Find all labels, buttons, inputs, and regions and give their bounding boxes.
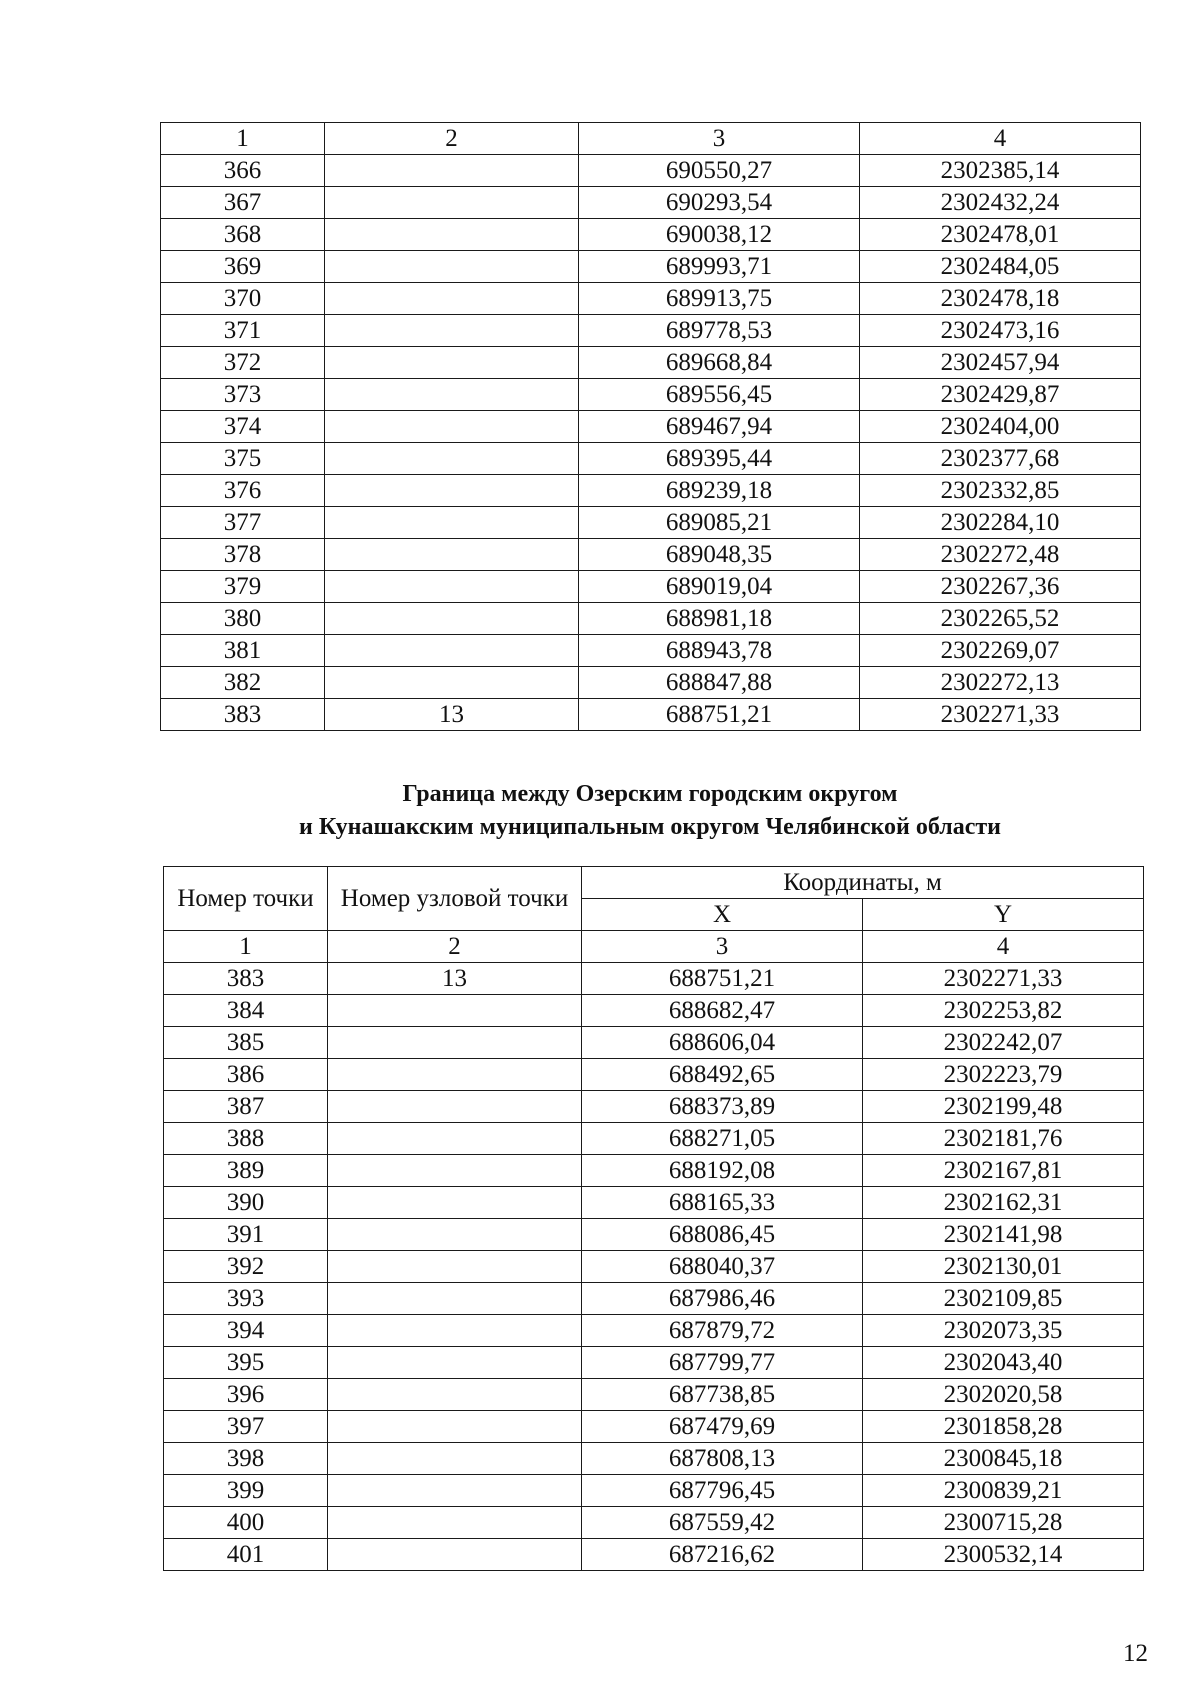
column-number: 2 xyxy=(328,931,582,963)
node-number-cell: 13 xyxy=(325,699,579,731)
x-coordinate-cell: 690038,12 xyxy=(579,219,860,251)
y-coordinate-cell: 2302109,85 xyxy=(863,1283,1144,1315)
point-number-cell: 384 xyxy=(164,995,328,1027)
node-number-cell xyxy=(328,1539,582,1571)
x-coordinate-cell: 689778,53 xyxy=(579,315,860,347)
header-x: X xyxy=(582,899,863,931)
node-number-cell xyxy=(325,219,579,251)
point-number-cell: 394 xyxy=(164,1315,328,1347)
header-y: Y xyxy=(863,899,1144,931)
table-row xyxy=(164,1347,1144,1379)
y-coordinate-cell: 2302253,82 xyxy=(863,995,1144,1027)
x-coordinate-cell: 689467,94 xyxy=(579,411,860,443)
table-row xyxy=(164,1027,1144,1059)
x-coordinate-cell: 688373,89 xyxy=(582,1091,863,1123)
point-number-cell: 400 xyxy=(164,1507,328,1539)
table-row xyxy=(161,571,1141,603)
node-number-cell xyxy=(325,155,579,187)
x-coordinate-cell: 687738,85 xyxy=(582,1379,863,1411)
table-row xyxy=(161,251,1141,283)
node-number-cell xyxy=(328,1155,582,1187)
node-number-cell xyxy=(328,1315,582,1347)
table-row xyxy=(164,1379,1144,1411)
node-number-cell xyxy=(325,283,579,315)
column-number: 3 xyxy=(579,123,860,155)
column-numbering-row xyxy=(164,931,1144,963)
point-number-cell: 372 xyxy=(161,347,325,379)
y-coordinate-cell: 2302269,07 xyxy=(860,635,1141,667)
y-coordinate-cell: 2302130,01 xyxy=(863,1251,1144,1283)
x-coordinate-cell: 687799,77 xyxy=(582,1347,863,1379)
node-number-cell xyxy=(328,1091,582,1123)
table-row xyxy=(161,187,1141,219)
node-number-cell xyxy=(325,347,579,379)
point-number-cell: 399 xyxy=(164,1475,328,1507)
x-coordinate-cell: 689048,35 xyxy=(579,539,860,571)
header-point-number: Номер точки xyxy=(164,867,328,931)
point-number-cell: 374 xyxy=(161,411,325,443)
point-number-cell: 383 xyxy=(164,963,328,995)
point-number-cell: 383 xyxy=(161,699,325,731)
point-number-cell: 380 xyxy=(161,603,325,635)
y-coordinate-cell: 2302271,33 xyxy=(860,699,1141,731)
table-row xyxy=(161,635,1141,667)
y-coordinate-cell: 2302073,35 xyxy=(863,1315,1144,1347)
column-number: 4 xyxy=(860,123,1141,155)
point-number-cell: 367 xyxy=(161,187,325,219)
node-number-cell xyxy=(328,1379,582,1411)
node-number-cell xyxy=(328,1027,582,1059)
point-number-cell: 385 xyxy=(164,1027,328,1059)
coordinates-table-continued xyxy=(160,122,1141,731)
table-row xyxy=(161,155,1141,187)
node-number-cell xyxy=(328,1475,582,1507)
y-coordinate-cell: 2301858,28 xyxy=(863,1411,1144,1443)
y-coordinate-cell: 2300715,28 xyxy=(863,1507,1144,1539)
table-row xyxy=(161,507,1141,539)
coordinates-table xyxy=(163,866,1144,1571)
table-row xyxy=(164,1219,1144,1251)
node-number-cell xyxy=(325,411,579,443)
x-coordinate-cell: 687808,13 xyxy=(582,1443,863,1475)
y-coordinate-cell: 2302199,48 xyxy=(863,1091,1144,1123)
x-coordinate-cell: 689239,18 xyxy=(579,475,860,507)
table-row xyxy=(164,1155,1144,1187)
table-row xyxy=(164,1123,1144,1155)
y-coordinate-cell: 2302271,33 xyxy=(863,963,1144,995)
point-number-cell: 386 xyxy=(164,1059,328,1091)
table-row xyxy=(161,603,1141,635)
table-row xyxy=(164,1443,1144,1475)
table-row xyxy=(161,219,1141,251)
point-number-cell: 366 xyxy=(161,155,325,187)
y-coordinate-cell: 2302484,05 xyxy=(860,251,1141,283)
x-coordinate-cell: 688192,08 xyxy=(582,1155,863,1187)
y-coordinate-cell: 2302043,40 xyxy=(863,1347,1144,1379)
node-number-cell xyxy=(328,1187,582,1219)
y-coordinate-cell: 2302181,76 xyxy=(863,1123,1144,1155)
table-row xyxy=(161,667,1141,699)
node-number-cell xyxy=(328,1507,582,1539)
y-coordinate-cell: 2302432,24 xyxy=(860,187,1141,219)
x-coordinate-cell: 689913,75 xyxy=(579,283,860,315)
node-number-cell xyxy=(325,315,579,347)
y-coordinate-cell: 2302267,36 xyxy=(860,571,1141,603)
node-number-cell xyxy=(325,251,579,283)
node-number-cell xyxy=(325,603,579,635)
x-coordinate-cell: 689019,04 xyxy=(579,571,860,603)
table-row xyxy=(164,1283,1144,1315)
x-coordinate-cell: 688682,47 xyxy=(582,995,863,1027)
x-coordinate-cell: 690293,54 xyxy=(579,187,860,219)
y-coordinate-cell: 2300839,21 xyxy=(863,1475,1144,1507)
y-coordinate-cell: 2302457,94 xyxy=(860,347,1141,379)
column-number: 1 xyxy=(164,931,328,963)
table-row xyxy=(161,283,1141,315)
table-row xyxy=(164,1539,1144,1571)
table-row xyxy=(164,1315,1144,1347)
table-row xyxy=(164,1059,1144,1091)
node-number-cell: 13 xyxy=(328,963,582,995)
node-number-cell xyxy=(328,1059,582,1091)
table-row xyxy=(161,539,1141,571)
node-number-cell xyxy=(328,1251,582,1283)
y-coordinate-cell: 2302332,85 xyxy=(860,475,1141,507)
point-number-cell: 379 xyxy=(161,571,325,603)
header-coordinates: Координаты, м xyxy=(582,867,1144,899)
y-coordinate-cell: 2302141,98 xyxy=(863,1219,1144,1251)
x-coordinate-cell: 688086,45 xyxy=(582,1219,863,1251)
table-row xyxy=(161,475,1141,507)
point-number-cell: 377 xyxy=(161,507,325,539)
table-row xyxy=(164,1251,1144,1283)
point-number-cell: 393 xyxy=(164,1283,328,1315)
y-coordinate-cell: 2302284,10 xyxy=(860,507,1141,539)
node-number-cell xyxy=(328,1123,582,1155)
header-node-number: Номер узловой точки xyxy=(328,867,582,931)
point-number-cell: 396 xyxy=(164,1379,328,1411)
column-numbering-row xyxy=(161,123,1141,155)
node-number-cell xyxy=(328,995,582,1027)
x-coordinate-cell: 688165,33 xyxy=(582,1187,863,1219)
y-coordinate-cell: 2302272,13 xyxy=(860,667,1141,699)
node-number-cell xyxy=(325,667,579,699)
point-number-cell: 395 xyxy=(164,1347,328,1379)
table-row xyxy=(164,1187,1144,1219)
x-coordinate-cell: 688981,18 xyxy=(579,603,860,635)
point-number-cell: 376 xyxy=(161,475,325,507)
header-row xyxy=(164,867,1144,899)
point-number-cell: 398 xyxy=(164,1443,328,1475)
point-number-cell: 375 xyxy=(161,443,325,475)
node-number-cell xyxy=(325,507,579,539)
y-coordinate-cell: 2302429,87 xyxy=(860,379,1141,411)
point-number-cell: 389 xyxy=(164,1155,328,1187)
column-number: 2 xyxy=(325,123,579,155)
point-number-cell: 368 xyxy=(161,219,325,251)
y-coordinate-cell: 2302377,68 xyxy=(860,443,1141,475)
point-number-cell: 371 xyxy=(161,315,325,347)
node-number-cell xyxy=(328,1443,582,1475)
table-row xyxy=(161,443,1141,475)
x-coordinate-cell: 688606,04 xyxy=(582,1027,863,1059)
node-number-cell xyxy=(325,443,579,475)
y-coordinate-cell: 2302404,00 xyxy=(860,411,1141,443)
point-number-cell: 373 xyxy=(161,379,325,411)
x-coordinate-cell: 689395,44 xyxy=(579,443,860,475)
x-coordinate-cell: 689993,71 xyxy=(579,251,860,283)
node-number-cell xyxy=(325,475,579,507)
y-coordinate-cell: 2302385,14 xyxy=(860,155,1141,187)
node-number-cell xyxy=(328,1411,582,1443)
x-coordinate-cell: 688847,88 xyxy=(579,667,860,699)
y-coordinate-cell: 2300532,14 xyxy=(863,1539,1144,1571)
node-number-cell xyxy=(325,571,579,603)
table-row xyxy=(161,411,1141,443)
node-number-cell xyxy=(325,539,579,571)
table-body xyxy=(161,123,1141,731)
x-coordinate-cell: 688271,05 xyxy=(582,1123,863,1155)
point-number-cell: 392 xyxy=(164,1251,328,1283)
node-number-cell xyxy=(325,635,579,667)
table-row xyxy=(161,379,1141,411)
column-number: 3 xyxy=(582,931,863,963)
point-number-cell: 369 xyxy=(161,251,325,283)
y-coordinate-cell: 2302478,18 xyxy=(860,283,1141,315)
table-row xyxy=(164,1507,1144,1539)
point-number-cell: 382 xyxy=(161,667,325,699)
table-body xyxy=(164,867,1144,1571)
section-title-line-2: и Кунашакским муниципальным округом Челябинской области xyxy=(299,814,1001,840)
point-number-cell: 378 xyxy=(161,539,325,571)
x-coordinate-cell: 688751,21 xyxy=(582,963,863,995)
point-number-cell: 401 xyxy=(164,1539,328,1571)
table-row xyxy=(161,315,1141,347)
x-coordinate-cell: 688943,78 xyxy=(579,635,860,667)
x-coordinate-cell: 688040,37 xyxy=(582,1251,863,1283)
x-coordinate-cell: 687879,72 xyxy=(582,1315,863,1347)
node-number-cell xyxy=(328,1283,582,1315)
y-coordinate-cell: 2302162,31 xyxy=(863,1187,1144,1219)
point-number-cell: 390 xyxy=(164,1187,328,1219)
y-coordinate-cell: 2302272,48 xyxy=(860,539,1141,571)
x-coordinate-cell: 687216,62 xyxy=(582,1539,863,1571)
point-number-cell: 391 xyxy=(164,1219,328,1251)
point-number-cell: 370 xyxy=(161,283,325,315)
node-number-cell xyxy=(328,1219,582,1251)
y-coordinate-cell: 2302167,81 xyxy=(863,1155,1144,1187)
node-number-cell xyxy=(328,1347,582,1379)
column-number: 1 xyxy=(161,123,325,155)
point-number-cell: 381 xyxy=(161,635,325,667)
y-coordinate-cell: 2302020,58 xyxy=(863,1379,1144,1411)
node-number-cell xyxy=(325,187,579,219)
table-row xyxy=(164,1091,1144,1123)
x-coordinate-cell: 687559,42 xyxy=(582,1507,863,1539)
point-number-cell: 388 xyxy=(164,1123,328,1155)
column-number: 4 xyxy=(863,931,1144,963)
page-number: 12 xyxy=(1123,1640,1148,1667)
table-row xyxy=(161,347,1141,379)
section-title xyxy=(160,778,1140,844)
y-coordinate-cell: 2302265,52 xyxy=(860,603,1141,635)
x-coordinate-cell: 688492,65 xyxy=(582,1059,863,1091)
x-coordinate-cell: 690550,27 xyxy=(579,155,860,187)
point-number-cell: 387 xyxy=(164,1091,328,1123)
y-coordinate-cell: 2302478,01 xyxy=(860,219,1141,251)
table-row xyxy=(164,1411,1144,1443)
table-row xyxy=(161,699,1141,731)
x-coordinate-cell: 689556,45 xyxy=(579,379,860,411)
table-row xyxy=(164,1475,1144,1507)
x-coordinate-cell: 689668,84 xyxy=(579,347,860,379)
node-number-cell xyxy=(325,379,579,411)
table-row xyxy=(164,995,1144,1027)
point-number-cell: 397 xyxy=(164,1411,328,1443)
table-row xyxy=(164,963,1144,995)
y-coordinate-cell: 2302473,16 xyxy=(860,315,1141,347)
x-coordinate-cell: 687479,69 xyxy=(582,1411,863,1443)
x-coordinate-cell: 689085,21 xyxy=(579,507,860,539)
x-coordinate-cell: 687986,46 xyxy=(582,1283,863,1315)
x-coordinate-cell: 687796,45 xyxy=(582,1475,863,1507)
section-title-line-1: Граница между Озерским городским округом xyxy=(402,781,898,807)
x-coordinate-cell: 688751,21 xyxy=(579,699,860,731)
y-coordinate-cell: 2302223,79 xyxy=(863,1059,1144,1091)
y-coordinate-cell: 2300845,18 xyxy=(863,1443,1144,1475)
y-coordinate-cell: 2302242,07 xyxy=(863,1027,1144,1059)
